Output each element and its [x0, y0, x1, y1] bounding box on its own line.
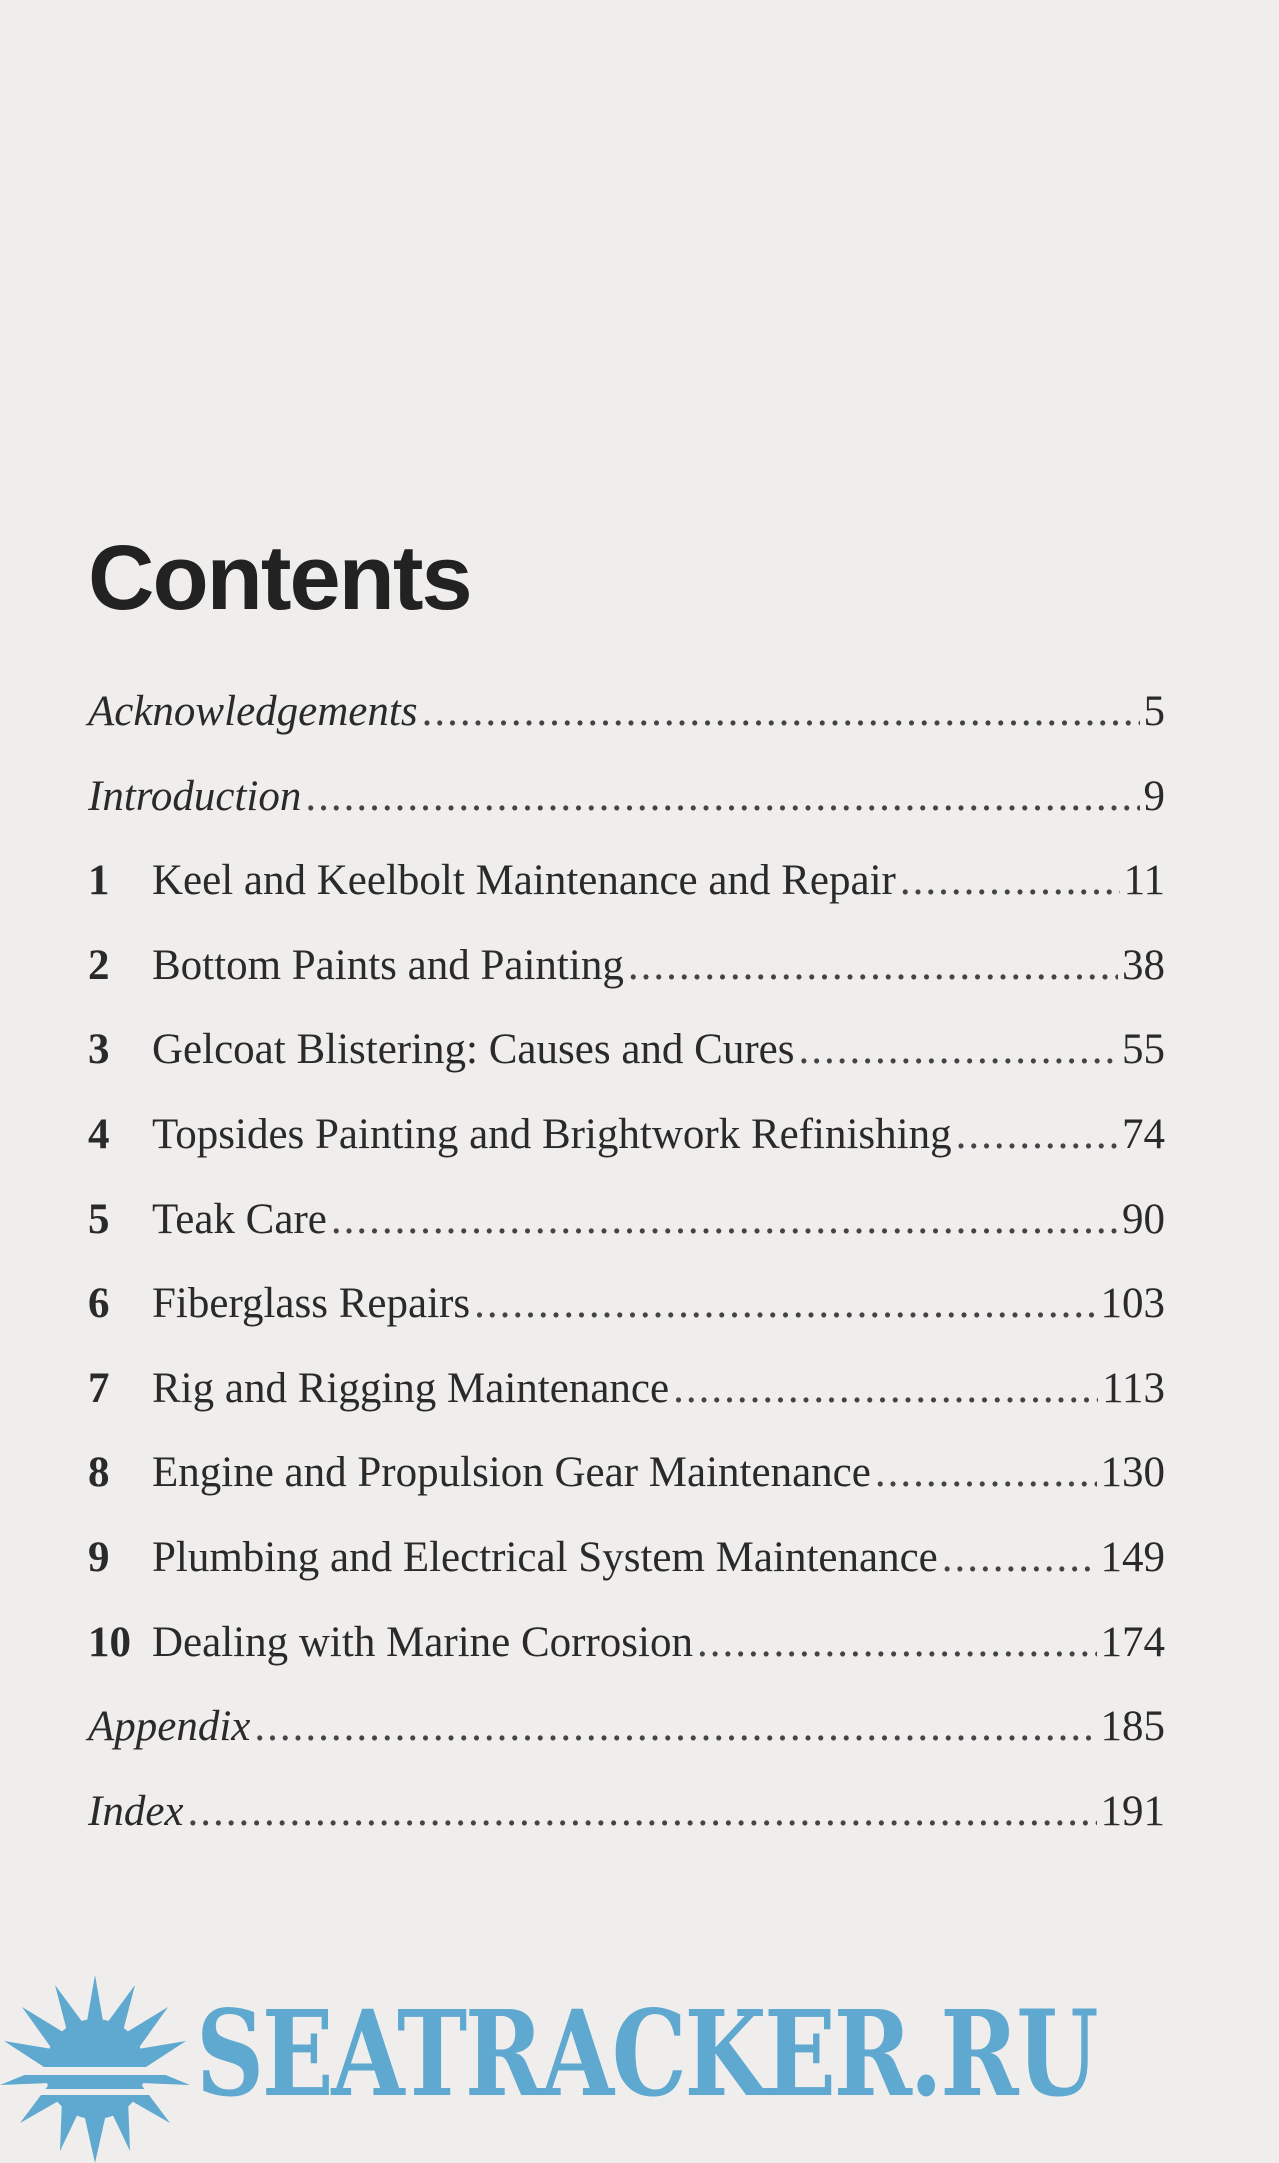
toc-entry-title: Keel and Keelbolt Maintenance and Repair — [152, 857, 896, 905]
toc-entry-acknowledgements[interactable] — [88, 690, 1165, 775]
toc-entry-title: Appendix — [88, 1703, 251, 1751]
page-title: Contents — [88, 527, 471, 629]
toc-dot-leader — [188, 1790, 1097, 1833]
toc-entry-number: 7 — [88, 1364, 110, 1412]
toc-entry-number: 6 — [88, 1280, 110, 1328]
toc-entry-chapter-4[interactable] — [88, 1110, 1165, 1198]
toc-entry-page: 90 — [1122, 1195, 1165, 1243]
toc-entry-page: 149 — [1100, 1533, 1165, 1581]
toc-entry-title: Fiberglass Repairs — [152, 1280, 471, 1328]
toc-entry-page: 191 — [1100, 1787, 1165, 1835]
toc-dot-leader — [305, 775, 1139, 818]
toc-entry-number: 5 — [88, 1195, 110, 1243]
sun-icon — [0, 1975, 190, 2163]
toc-entry-title: Gelcoat Blistering: Causes and Cures — [152, 1026, 795, 1074]
toc-entry-number: 3 — [88, 1026, 110, 1074]
toc-entry-page: 130 — [1100, 1449, 1165, 1497]
toc-dot-leader — [673, 1367, 1098, 1410]
toc-dot-leader — [331, 1198, 1118, 1241]
toc-entry-chapter-3[interactable] — [88, 1028, 1165, 1113]
toc-dot-leader — [942, 1536, 1097, 1579]
toc-entry-title: Acknowledgements — [88, 688, 418, 735]
toc-dot-leader — [254, 1705, 1096, 1748]
toc-entry-page: 174 — [1100, 1618, 1165, 1666]
toc-dot-leader — [422, 690, 1140, 733]
toc-entry-page: 55 — [1122, 1026, 1165, 1074]
toc-entry-page: 74 — [1122, 1110, 1165, 1158]
toc-entry-title: Teak Care — [152, 1195, 327, 1243]
toc-entry-chapter-5[interactable] — [88, 1195, 1165, 1283]
toc-entry-number: 10 — [88, 1618, 131, 1666]
toc-entry-title: Bottom Paints and Painting — [152, 941, 624, 989]
toc-entry-title: Engine and Propulsion Gear Maintenance — [152, 1449, 871, 1497]
toc-dot-leader — [900, 859, 1120, 902]
toc-entry-chapter-7[interactable] — [88, 1364, 1165, 1452]
table-of-contents — [88, 690, 1165, 1874]
watermark — [0, 1975, 1279, 2163]
toc-entry-title: Rig and Rigging Maintenance — [152, 1364, 670, 1412]
toc-entry-index[interactable] — [88, 1787, 1165, 1875]
toc-entry-number: 8 — [88, 1449, 110, 1497]
toc-dot-leader — [956, 1113, 1118, 1156]
toc-entry-page: 185 — [1100, 1703, 1165, 1751]
toc-entry-chapter-10[interactable] — [88, 1618, 1165, 1706]
toc-entry-chapter-1[interactable] — [88, 859, 1165, 944]
toc-dot-leader — [798, 1028, 1118, 1071]
toc-dot-leader — [628, 944, 1118, 987]
toc-entry-title: Plumbing and Electrical System Maintenance — [152, 1533, 938, 1581]
toc-entry-title: Topsides Painting and Brightwork Refinishing — [152, 1110, 952, 1158]
toc-entry-title: Index — [88, 1787, 184, 1835]
toc-entry-chapter-8[interactable] — [88, 1451, 1165, 1536]
toc-entry-chapter-9[interactable] — [88, 1533, 1165, 1621]
toc-entry-page: 103 — [1100, 1280, 1165, 1328]
toc-entry-page: 38 — [1122, 941, 1165, 989]
toc-entry-title: Dealing with Marine Corrosion — [152, 1618, 693, 1666]
toc-entry-chapter-6[interactable] — [88, 1282, 1165, 1367]
toc-dot-leader — [875, 1451, 1097, 1494]
toc-entry-title: Introduction — [88, 772, 302, 820]
toc-entry-number: 9 — [88, 1533, 110, 1581]
toc-entry-page: 11 — [1123, 857, 1165, 905]
toc-entry-introduction[interactable] — [88, 772, 1165, 860]
toc-entry-page: 113 — [1102, 1364, 1165, 1412]
toc-entry-page: 5 — [1143, 688, 1165, 735]
toc-entry-appendix[interactable] — [88, 1705, 1165, 1790]
watermark-text: SEATRACKER.RU — [196, 1984, 1097, 2123]
toc-entry-number: 4 — [88, 1110, 110, 1158]
toc-entry-number: 1 — [88, 857, 110, 905]
toc-dot-leader — [474, 1282, 1096, 1325]
toc-entry-page: 9 — [1143, 772, 1165, 820]
toc-dot-leader — [697, 1621, 1097, 1664]
toc-entry-number: 2 — [88, 941, 110, 989]
toc-entry-chapter-2[interactable] — [88, 941, 1165, 1029]
